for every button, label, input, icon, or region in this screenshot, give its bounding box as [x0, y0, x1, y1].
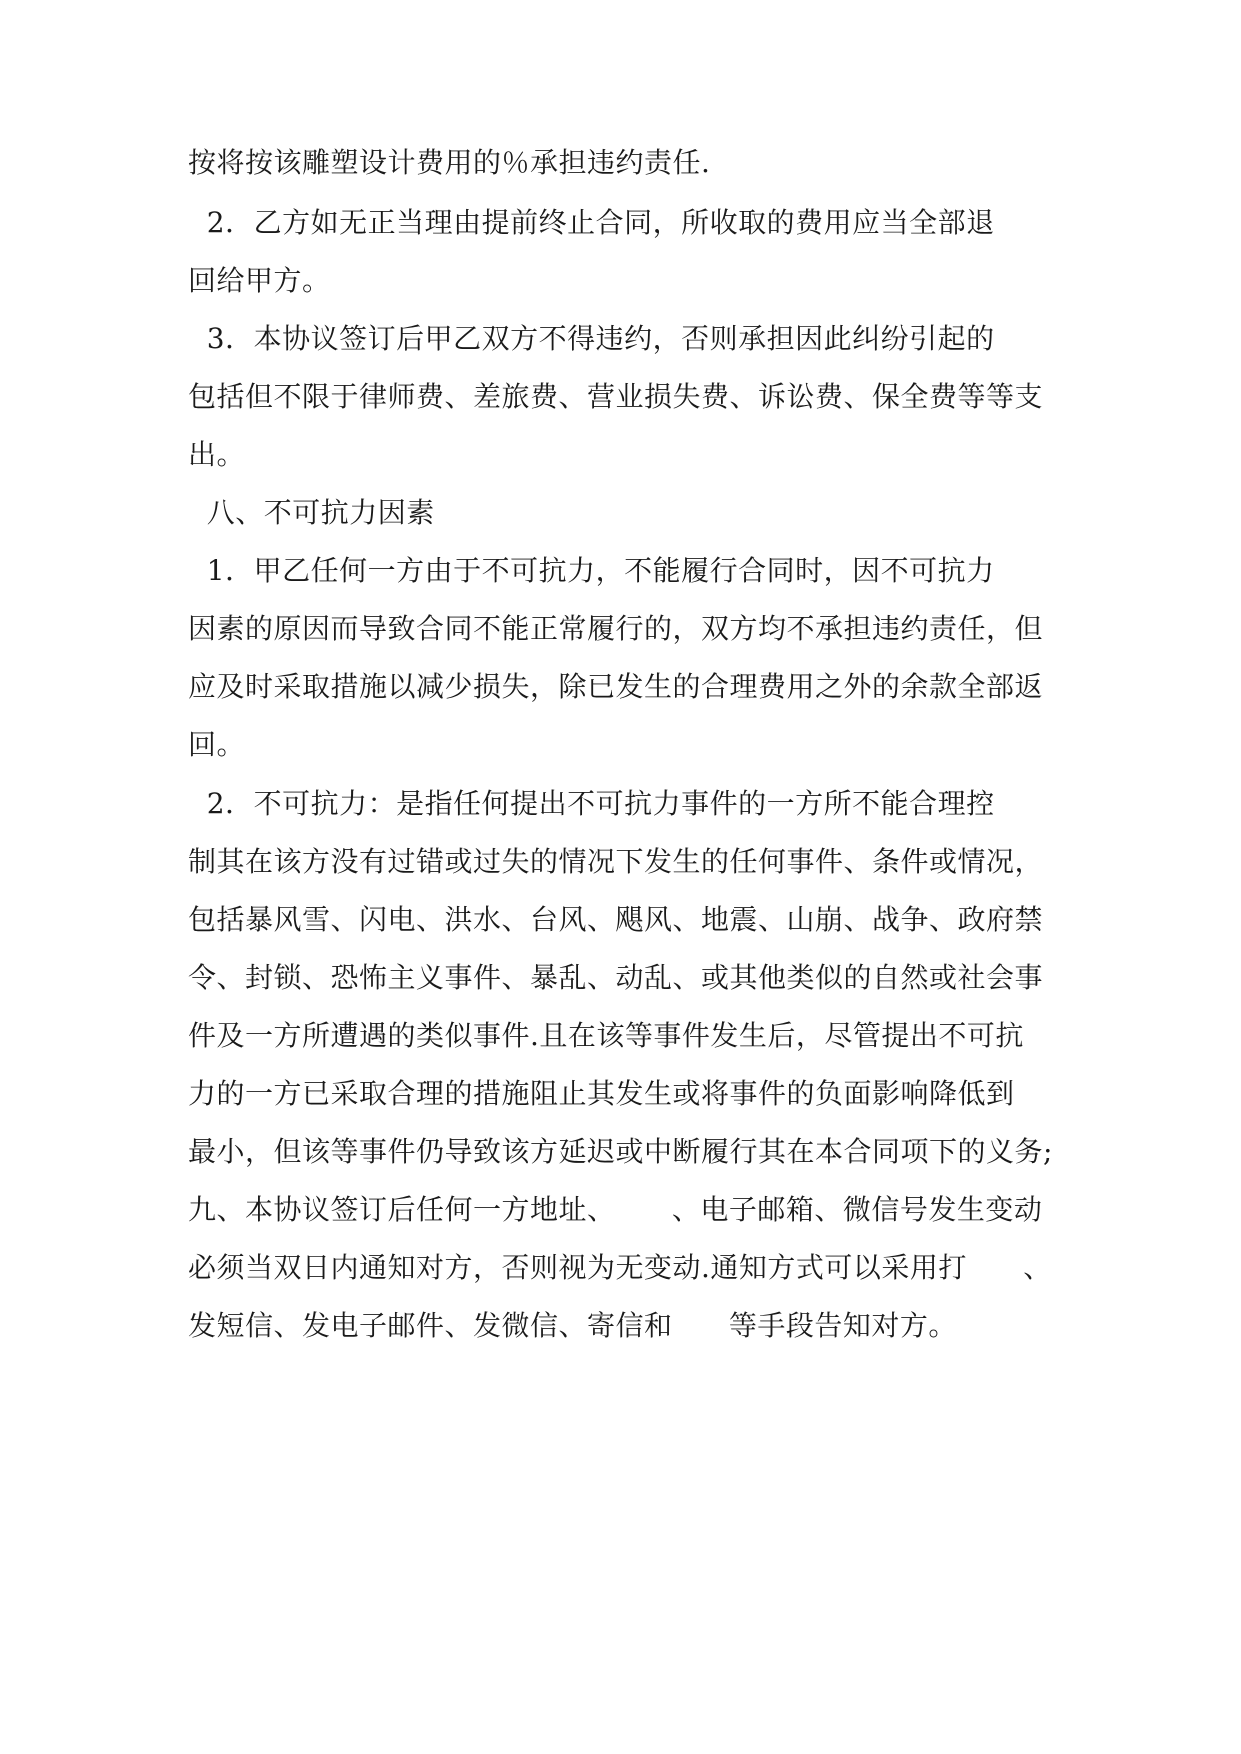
text-line: 必须当双日内通知对方，否则视为无变动.通知方式可以采用打 、	[188, 1251, 1052, 1284]
text-line: 最小，但该等事件仍导致该方延迟或中断履行其在本合同项下的义务;	[188, 1135, 1053, 1168]
text-line: 因素的原因而导致合同不能正常履行的，双方均不承担违约责任，但	[188, 612, 1044, 645]
text-line: 令、封锁、恐怖主义事件、暴乱、动乱、或其他类似的自然或社会事	[188, 961, 1044, 994]
text-line: 九、本协议签订后任何一方地址、 、电子邮箱、微信号发生变动	[188, 1193, 1043, 1226]
text-line: 包括但不限于律师费、差旅费、营业损失费、诉讼费、保全费等等支	[188, 380, 1044, 413]
text-line: 按将按该雕塑设计费用的％承担违约责任.	[188, 146, 711, 179]
text-line: 2．乙方如无正当理由提前终止合同，所收取的费用应当全部退	[188, 206, 995, 239]
text-line: 件及一方所遭遇的类似事件.且在该等事件发生后，尽管提出不可抗	[188, 1019, 1024, 1052]
text-line: 应及时采取措施以减少损失，除已发生的合理费用之外的余款全部返	[188, 670, 1044, 703]
text-line: 制其在该方没有过错或过失的情况下发生的任何事件、条件或情况，	[188, 845, 1044, 878]
text-line: 回给甲方。	[188, 264, 331, 297]
text-line: 发短信、发电子邮件、发微信、寄信和 等手段告知对方。	[188, 1309, 957, 1342]
text-line: 出。	[188, 438, 246, 471]
text-line: 回。	[188, 728, 246, 761]
text-line: 2．不可抗力：是指任何提出不可抗力事件的一方所不能合理控	[188, 787, 995, 820]
section-heading: 八、不可抗力因素	[188, 496, 435, 529]
text-line: 包括暴风雪、闪电、洪水、台风、飓风、地震、山崩、战争、政府禁	[188, 903, 1044, 936]
text-line: 1．甲乙任何一方由于不可抗力，不能履行合同时，因不可抗力	[188, 554, 995, 587]
text-line: 力的一方已采取合理的措施阻止其发生或将事件的负面影响降低到	[188, 1077, 1015, 1110]
text-line: 3．本协议签订后甲乙双方不得违约，否则承担因此纠纷引起的	[188, 322, 995, 355]
